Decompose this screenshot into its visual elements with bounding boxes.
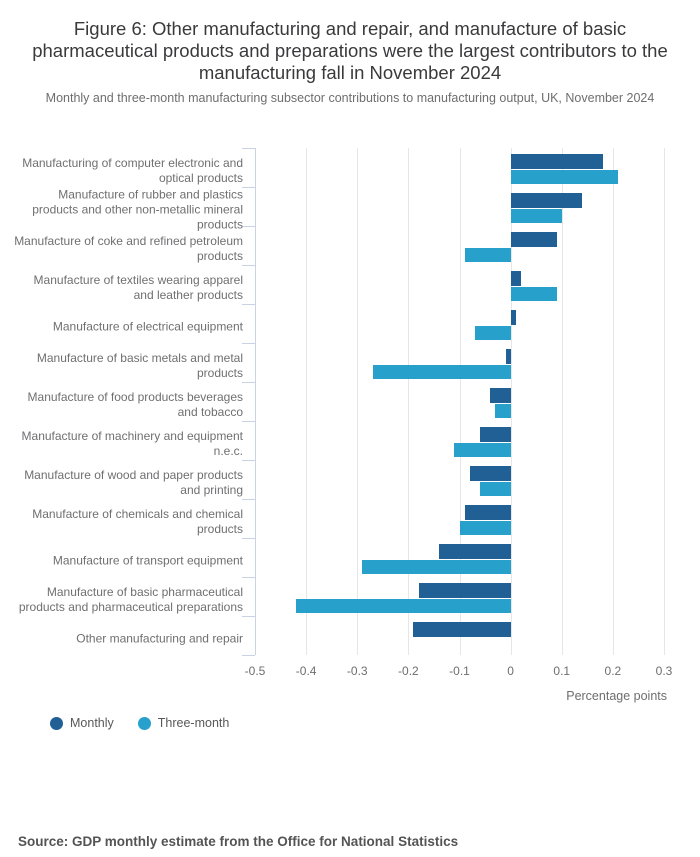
category-label: Manufacture of transport equipment (52, 553, 243, 568)
y-axis-tick (242, 148, 255, 149)
y-axis-line (255, 148, 256, 655)
bar-monthly-7 (480, 427, 511, 442)
bar-monthly-12 (413, 622, 510, 637)
figure-subtitle: Monthly and three-month manufacturing subsector contributions to manufacturing output, UK, November 2024 (45, 90, 655, 105)
bar-monthly-8 (470, 466, 511, 481)
bar-monthly-1 (511, 193, 583, 208)
bar-monthly-9 (465, 505, 511, 520)
bar-monthly-10 (439, 544, 511, 559)
category-label: Manufacture of textiles wearing apparel and leather products (33, 273, 243, 302)
x-tick-label: 0.1 (553, 664, 571, 678)
gridline (613, 148, 614, 655)
category-label: Manufacturing of computer electronic and optical products (22, 156, 243, 185)
bar-monthly-4 (511, 310, 516, 325)
bar-three-month-4 (475, 326, 511, 341)
gridline (664, 148, 665, 655)
category-label: Manufacture of basic metals and metal products (36, 351, 243, 380)
legend-label: Three-month (157, 716, 230, 730)
x-tick-label: -0.5 (244, 664, 266, 678)
legend-item-three-month[interactable] (138, 716, 230, 730)
y-axis-tick (242, 226, 255, 227)
bar-monthly-5 (506, 349, 511, 364)
x-tick-label: 0.3 (655, 664, 673, 678)
bar-monthly-2 (511, 232, 557, 247)
bar-three-month-3 (511, 287, 557, 302)
gridline (306, 148, 307, 655)
category-label: Manufacture of machinery and equipment n.e.c. (21, 429, 243, 458)
x-tick-label: 0 (507, 664, 514, 678)
y-axis-tick (242, 265, 255, 266)
bar-three-month-0 (511, 170, 618, 185)
chart-legend (50, 716, 229, 730)
bar-three-month-11 (296, 599, 511, 614)
x-tick-label: -0.4 (295, 664, 317, 678)
bar-three-month-5 (373, 365, 511, 380)
x-tick-label: -0.2 (398, 664, 419, 678)
category-label: Other manufacturing and repair (76, 631, 243, 646)
bar-three-month-9 (460, 521, 511, 536)
x-tick-label: -0.3 (346, 664, 368, 678)
bar-monthly-0 (511, 154, 603, 169)
y-axis-tick (242, 382, 255, 383)
gridline (511, 148, 512, 655)
bar-monthly-11 (419, 583, 511, 598)
bar-three-month-2 (465, 248, 511, 263)
category-label: Manufacture of rubber and plastics products and other non-metallic mineral products (32, 187, 243, 232)
category-label: Manufacture of basic pharmaceutical products and pharmaceutical preparations (18, 585, 243, 614)
x-tick-label: -0.1 (449, 664, 470, 678)
y-axis-tick (242, 616, 255, 617)
figure-title: Figure 6: Other manufacturing and repair, and manufacture of basic pharmaceutical products and preparations were the largest contributors to the manufacturing fall in November 2024 (32, 18, 668, 84)
y-axis-tick (242, 304, 255, 305)
y-axis-tick (242, 187, 255, 188)
category-label: Manufacture of electrical equipment (52, 319, 243, 334)
legend-dot-icon (50, 717, 63, 730)
bar-monthly-6 (490, 388, 510, 403)
bar-three-month-7 (454, 443, 510, 458)
legend-label: Monthly (70, 716, 114, 730)
y-axis-tick (242, 343, 255, 344)
bar-monthly-3 (511, 271, 521, 286)
gridline (357, 148, 358, 655)
legend-dot-icon (138, 717, 151, 730)
bar-three-month-1 (511, 209, 562, 224)
y-axis-tick (242, 655, 255, 656)
bar-three-month-8 (480, 482, 511, 497)
bar-three-month-10 (362, 560, 510, 575)
category-label: Manufacture of chemicals and chemical products (32, 507, 243, 536)
category-label: Manufacture of wood and paper products and printing (24, 468, 243, 497)
gridline (460, 148, 461, 655)
y-axis-tick (242, 421, 255, 422)
x-axis-title: Percentage points (566, 689, 667, 703)
y-axis-tick (242, 538, 255, 539)
x-tick-label: 0.2 (604, 664, 622, 678)
gridline (408, 148, 409, 655)
legend-item-monthly[interactable] (50, 716, 114, 730)
y-axis-tick (242, 460, 255, 461)
source-text: Source: GDP monthly estimate from the Office for National Statistics (18, 833, 459, 849)
category-label: Manufacture of coke and refined petroleum products (14, 234, 243, 263)
bar-three-month-6 (495, 404, 510, 419)
category-label: Manufacture of food products beverages and tobacco (27, 390, 243, 419)
gridline (562, 148, 563, 655)
y-axis-tick (242, 577, 255, 578)
y-axis-tick (242, 499, 255, 500)
